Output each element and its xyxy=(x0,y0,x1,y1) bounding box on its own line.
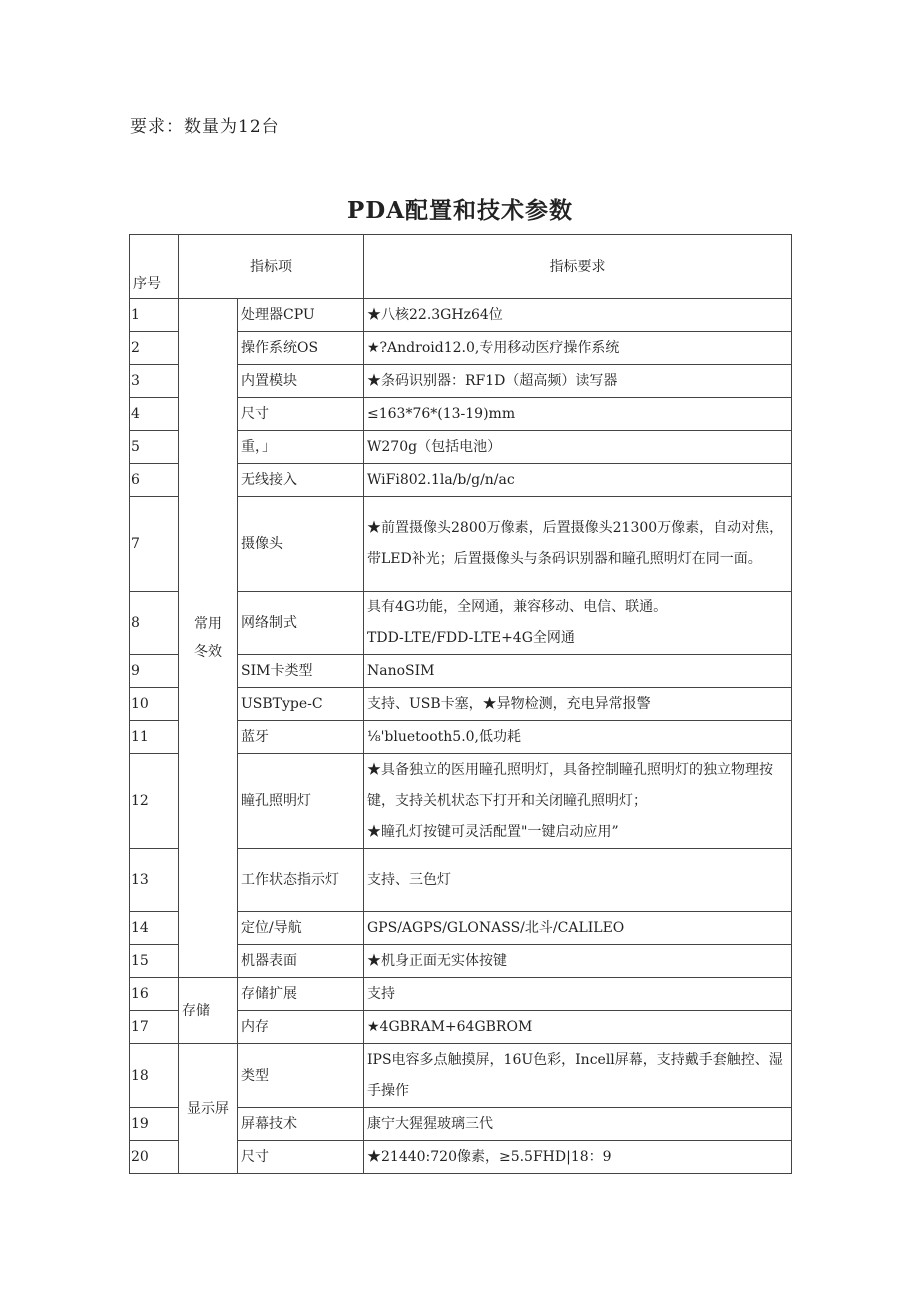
row-req: ★八核22.3GHz64位 xyxy=(364,299,792,332)
row-num: 5 xyxy=(130,431,179,464)
row-num: 20 xyxy=(130,1141,179,1174)
row-num: 13 xyxy=(130,849,179,912)
row-num: 8 xyxy=(130,592,179,655)
table-header-row xyxy=(130,235,792,299)
row-req: 康宁大猩猩玻璃三代 xyxy=(364,1108,792,1141)
row-num: 10 xyxy=(130,688,179,721)
row-req: ★条码识别器：RF1D（超高频）读写器 xyxy=(364,365,792,398)
row-req: ★具备独立的医用瞳孔照明灯，具备控制瞳孔照明灯的独立物理按键，支持关机状态下打开和关闭瞳孔照明灯； ★瞳孔灯按键可灵活配置"一键启动应用” xyxy=(364,754,792,849)
row-item: 存储扩展 xyxy=(238,978,364,1011)
row-req: ★4GBRAM+64GBROM xyxy=(364,1011,792,1044)
row-item: SIM卡类型 xyxy=(238,655,364,688)
row-req: ★21440:720像素，≥5.5FHD|18：9 xyxy=(364,1141,792,1174)
row-num: 16 xyxy=(130,978,179,1011)
row-req: ⅛'bluetooth5.0,低功耗 xyxy=(364,721,792,754)
requirement-text: 要求：数量为12台 xyxy=(130,117,280,137)
row-num: 3 xyxy=(130,365,179,398)
category-storage: 存储 xyxy=(179,978,238,1044)
row-num: 1 xyxy=(130,299,179,332)
row-req: ★机身正面无实体按键 xyxy=(364,945,792,978)
row-num: 7 xyxy=(130,497,179,592)
row-item: 内存 xyxy=(238,1011,364,1044)
row-item: 机器表面 xyxy=(238,945,364,978)
row-item: 瞳孔照明灯 xyxy=(238,754,364,849)
row-req: GPS/AGPS/GLONASS/北斗/CALILEO xyxy=(364,912,792,945)
row-num: 12 xyxy=(130,754,179,849)
header-item: 指标项 xyxy=(179,235,364,299)
table-row xyxy=(130,1044,792,1108)
row-item: 无线接入 xyxy=(238,464,364,497)
row-req: ★?Android12.0,专用移动医疗操作系统 xyxy=(364,332,792,365)
spec-table xyxy=(129,234,792,1174)
row-num: 15 xyxy=(130,945,179,978)
row-req: 支持、USB卡塞，★异物检测，充电异常报警 xyxy=(364,688,792,721)
row-num: 6 xyxy=(130,464,179,497)
row-num: 19 xyxy=(130,1108,179,1141)
document-title: PDA配置和技术参数 xyxy=(346,197,574,224)
row-req: W270g（包括电池） xyxy=(364,431,792,464)
row-item: 内置模块 xyxy=(238,365,364,398)
row-item: 操作系统OS xyxy=(238,332,364,365)
row-req: IPS电容多点触摸屏，16U色彩，Incell屏幕，支持戴手套触控、湿手操作 xyxy=(364,1044,792,1108)
row-num: 14 xyxy=(130,912,179,945)
category-common: 常用 冬效 xyxy=(179,299,238,978)
row-item: 屏幕技术 xyxy=(238,1108,364,1141)
table-row xyxy=(130,978,792,1011)
row-req: ★前置摄像头2800万像素，后置摄像头21300万像素，自动对焦，带LED补光；后置摄像头与条码识别器和瞳孔照明灯在同一面。 xyxy=(364,497,792,592)
row-item: 网络制式 xyxy=(238,592,364,655)
header-num: 序号 xyxy=(130,235,179,299)
row-num: 17 xyxy=(130,1011,179,1044)
row-req: WiFi802.1la/b/g/n/ac xyxy=(364,464,792,497)
row-item: 工作状态指示灯 xyxy=(238,849,364,912)
row-item: 尺寸 xyxy=(238,398,364,431)
row-num: 9 xyxy=(130,655,179,688)
row-item: 蓝牙 xyxy=(238,721,364,754)
row-item: 定位/导航 xyxy=(238,912,364,945)
category-display: 显示屏 xyxy=(179,1044,238,1174)
header-req: 指标要求 xyxy=(364,235,792,299)
row-req: 支持 xyxy=(364,978,792,1011)
row-item: USBType-C xyxy=(238,688,364,721)
row-req: 具有4G功能，全网通，兼容移动、电信、联通。 TDD-LTE/FDD-LTE+4G全网通 xyxy=(364,592,792,655)
row-item: 处理器CPU xyxy=(238,299,364,332)
row-item: 重，」 xyxy=(238,431,364,464)
row-num: 2 xyxy=(130,332,179,365)
row-item: 尺寸 xyxy=(238,1141,364,1174)
row-item: 摄像头 xyxy=(238,497,364,592)
row-req: NanoSIM xyxy=(364,655,792,688)
row-item: 类型 xyxy=(238,1044,364,1108)
row-num: 11 xyxy=(130,721,179,754)
row-num: 18 xyxy=(130,1044,179,1108)
row-req: ≤163*76*(13-19)mm xyxy=(364,398,792,431)
row-req: 支持、三色灯 xyxy=(364,849,792,912)
row-num: 4 xyxy=(130,398,179,431)
table-row xyxy=(130,299,792,332)
